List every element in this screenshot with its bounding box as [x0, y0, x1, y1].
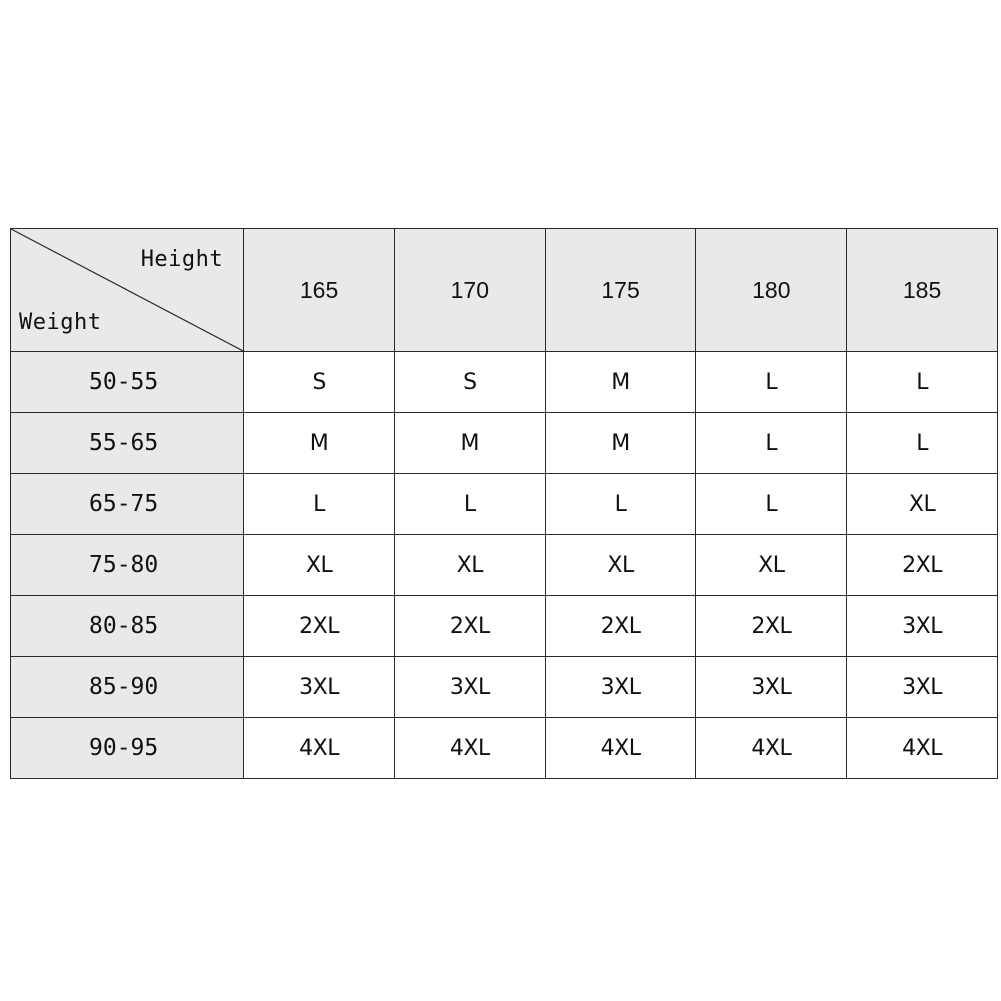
table-row	[11, 718, 998, 779]
table-row	[11, 596, 998, 657]
weight-range-cell: 65-75	[11, 474, 244, 535]
size-cell: 4XL	[545, 718, 696, 779]
table-row	[11, 352, 998, 413]
height-header-cell: 185	[847, 229, 998, 352]
size-cell: M	[545, 413, 696, 474]
size-cell: M	[545, 352, 696, 413]
height-header-cell: 175	[545, 229, 696, 352]
corner-header-cell	[11, 229, 244, 352]
size-cell: M	[244, 413, 395, 474]
weight-range-cell: 50-55	[11, 352, 244, 413]
size-cell: XL	[394, 535, 545, 596]
table-row	[11, 474, 998, 535]
size-cell: 3XL	[244, 657, 395, 718]
header-row	[11, 229, 998, 352]
size-cell: XL	[244, 535, 395, 596]
weight-range-cell: 80-85	[11, 596, 244, 657]
size-cell: 2XL	[696, 596, 847, 657]
size-cell: 2XL	[847, 535, 998, 596]
size-cell: 4XL	[847, 718, 998, 779]
size-cell: S	[394, 352, 545, 413]
size-cell: L	[696, 413, 847, 474]
weight-axis-label: Weight	[19, 310, 102, 335]
size-cell: L	[244, 474, 395, 535]
size-cell: 3XL	[847, 596, 998, 657]
size-cell: 2XL	[545, 596, 696, 657]
height-header-cell: 180	[696, 229, 847, 352]
size-cell: 3XL	[696, 657, 847, 718]
size-cell: L	[545, 474, 696, 535]
size-chart-table	[10, 228, 998, 779]
size-cell: 3XL	[394, 657, 545, 718]
weight-range-cell: 55-65	[11, 413, 244, 474]
weight-range-cell: 90-95	[11, 718, 244, 779]
size-cell: S	[244, 352, 395, 413]
size-cell: L	[696, 474, 847, 535]
table-row	[11, 535, 998, 596]
height-header-cell: 170	[394, 229, 545, 352]
size-cell: 2XL	[244, 596, 395, 657]
size-cell: M	[394, 413, 545, 474]
size-cell: 4XL	[244, 718, 395, 779]
size-cell: 3XL	[847, 657, 998, 718]
size-cell: L	[847, 413, 998, 474]
height-axis-label: Height	[140, 247, 224, 272]
table-row	[11, 413, 998, 474]
size-cell: 4XL	[394, 718, 545, 779]
weight-range-cell: 85-90	[11, 657, 244, 718]
size-cell: L	[394, 474, 545, 535]
size-cell: XL	[696, 535, 847, 596]
size-cell: 3XL	[545, 657, 696, 718]
size-cell: L	[696, 352, 847, 413]
size-cell: XL	[847, 474, 998, 535]
size-cell: XL	[545, 535, 696, 596]
height-header-cell: 165	[244, 229, 395, 352]
weight-range-cell: 75-80	[11, 535, 244, 596]
table-row	[11, 657, 998, 718]
size-chart-body	[11, 229, 998, 779]
size-cell: 4XL	[696, 718, 847, 779]
size-cell: 2XL	[394, 596, 545, 657]
size-cell: L	[847, 352, 998, 413]
